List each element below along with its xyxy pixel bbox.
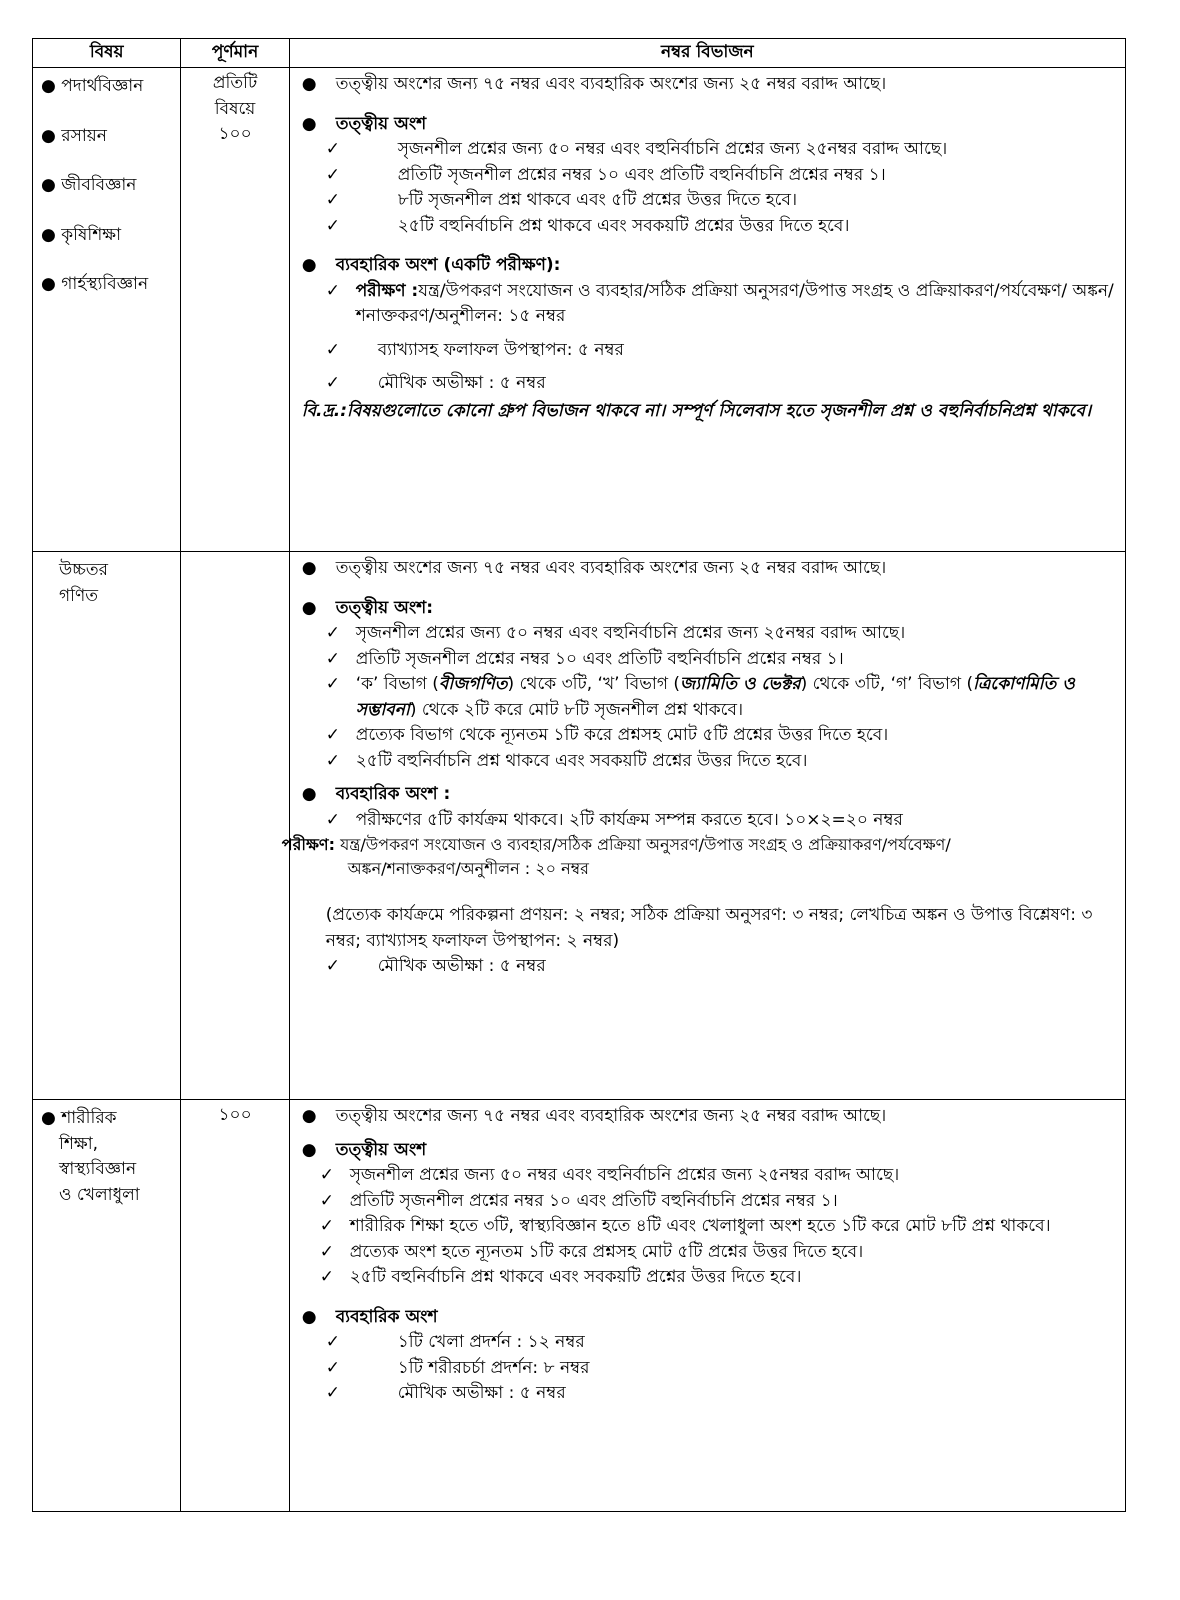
bullet-icon: ● bbox=[301, 113, 317, 134]
check-icon: ✓ bbox=[325, 750, 340, 771]
subject-name: উচ্চতর bbox=[59, 560, 108, 580]
item-text: ৮টি সৃজনশীল প্রশ্ন থাকবে এবং ৫টি প্রশ্নের উত্তর দিতে হবে। bbox=[397, 190, 798, 210]
bullet-icon: ● bbox=[41, 274, 56, 294]
subject-item bbox=[41, 124, 176, 150]
heading-text: তত্ত্বীয় অংশ bbox=[335, 113, 427, 134]
item-text: প্রত্যেক বিভাগ থেকে ন্যূনতম ১টি করে প্রশ্নসহ মোট ৫টি প্রশ্নের উত্তর দিতে হবে। bbox=[355, 725, 889, 745]
intro-line bbox=[302, 72, 1117, 98]
list-item bbox=[302, 338, 1117, 364]
subject-name: কৃষিশিক্ষা bbox=[61, 224, 122, 245]
item-text: মৌখিক অভীক্ষা : ৫ নম্বর bbox=[377, 956, 546, 976]
header-row bbox=[33, 39, 1126, 68]
bullet-icon: ● bbox=[301, 1306, 317, 1327]
section-name: ত্রিকোণমিতি ও সম্ভাবনা bbox=[355, 674, 1075, 720]
section-text: ‘ক’ বিভাগ ( bbox=[355, 674, 439, 694]
practical-heading bbox=[302, 782, 1117, 808]
subject-item bbox=[41, 74, 176, 100]
check-icon: ✓ bbox=[325, 1383, 340, 1403]
subject-cell bbox=[33, 68, 181, 552]
distribution-cell bbox=[289, 1100, 1125, 1512]
check-icon: ✓ bbox=[325, 809, 340, 830]
item-text: সৃজনশীল প্রশ্নের জন্য ৫০ নম্বর এবং বহুনির্বাচনি প্রশ্নের জন্য ২৫নম্বর বরাদ্দ আছে। bbox=[349, 1165, 900, 1185]
item-text: ব্যাখ্যাসহ ফলাফল উপস্থাপন: ৫ নম্বর bbox=[377, 339, 624, 360]
list-item bbox=[302, 371, 1117, 397]
check-icon: ✓ bbox=[319, 1267, 334, 1287]
list-item bbox=[302, 1214, 1117, 1240]
item-text: সৃজনশীল প্রশ্নের জন্য ৫০ নম্বর এবং বহুনির্বাচনি প্রশ্নের জন্য ২৫নম্বর বরাদ্দ আছে। bbox=[355, 623, 906, 643]
heading-text: ব্যবহারিক অংশ bbox=[335, 1306, 438, 1327]
list-item bbox=[302, 749, 1117, 775]
section-text: ) থেকে ২টি করে মোট ৮টি সৃজনশীল প্রশ্ন থাকবে। bbox=[409, 699, 744, 720]
item-text: মৌখিক অভীক্ষা : ৫ নম্বর bbox=[397, 1383, 566, 1403]
bullet-icon: ● bbox=[41, 224, 56, 245]
heading-text: ব্যবহারিক অংশ (একটি পরীক্ষণ): bbox=[335, 255, 561, 275]
subject-name: ও খেলাধুলা bbox=[59, 1184, 140, 1205]
intro-text: তত্ত্বীয় অংশের জন্য ৭৫ নম্বর এবং ব্যবহারিক অংশের জন্য ২৫ নম্বর বরাদ্দ আছে। bbox=[335, 74, 887, 94]
subject-name: গার্হস্থ্যবিজ্ঞান bbox=[61, 274, 149, 294]
table-row bbox=[33, 68, 1126, 552]
breakdown-text: (প্রত্যেক কার্যক্রমে পরিকল্পনা প্রণয়ন: ২ নম্বর; সঠিক প্রক্রিয়া অনুসরণ: ৩ নম্বর; লেখচিত্র অঙ্কন ও উপাত্ত বিশ্লেষণ: ৩ নম্বর; ব্যাখ্যাসহ ফলাফল উপস্থাপন: ২ নম্বর) bbox=[325, 905, 1093, 951]
subject-item bbox=[41, 223, 176, 249]
subject-item bbox=[41, 173, 176, 199]
check-icon: ✓ bbox=[325, 339, 340, 360]
check-icon: ✓ bbox=[325, 373, 340, 393]
check-icon: ✓ bbox=[325, 139, 340, 159]
check-icon: ✓ bbox=[319, 1190, 334, 1211]
subject-cell bbox=[33, 552, 181, 1100]
item-text: প্রতিটি সৃজনশীল প্রশ্নের নম্বর ১০ এবং প্রতিটি বহুনির্বাচনি প্রশ্নের নম্বর ১। bbox=[355, 648, 844, 669]
list-item bbox=[302, 1381, 1117, 1407]
exam-line bbox=[282, 833, 1117, 857]
subject-name: স্বাস্থ্যবিজ্ঞান bbox=[59, 1159, 137, 1179]
check-icon: ✓ bbox=[325, 280, 340, 301]
check-icon: ✓ bbox=[325, 215, 340, 236]
distribution-cell bbox=[281, 552, 1125, 1100]
check-icon: ✓ bbox=[325, 725, 340, 745]
item-text: পরীক্ষণের ৫টি কার্যক্রম থাকবে। ২টি কার্যক্রম সম্পন্ন করতে হবে। ১০×২=২০ নম্বর bbox=[355, 809, 903, 830]
item-text bbox=[356, 672, 1117, 723]
theory-heading bbox=[302, 596, 1117, 622]
section-text: ) থেকে ৩টি, ‘গ’ বিভাগ ( bbox=[800, 674, 974, 694]
list-item bbox=[302, 723, 1117, 749]
bullet-icon: ● bbox=[301, 255, 317, 275]
marks-distribution-table bbox=[32, 38, 1126, 1512]
list-item bbox=[302, 954, 1117, 980]
section-name: জ্যামিতি ও ভেক্টর bbox=[680, 674, 801, 694]
item-text: শারীরিক শিক্ষা হতে ৩টি, স্বাস্থ্যবিজ্ঞান হতে ৪টি এবং খেলাধুলা অংশ হতে ১টি করে মোট ৮টি প্রশ্ন থাকবে। bbox=[349, 1216, 1051, 1236]
bullet-icon: ● bbox=[301, 784, 317, 804]
bullet-icon: ● bbox=[41, 125, 56, 146]
syllabus-page bbox=[32, 38, 1126, 1512]
bullet-icon: ● bbox=[41, 175, 56, 195]
subject-item bbox=[41, 1106, 176, 1132]
item-text: ২৫টি বহুনির্বাচনি প্রশ্ন থাকবে এবং সবকয়টি প্রশ্নের উত্তর দিতে হবে। bbox=[355, 750, 808, 771]
marks-line: ১০০ bbox=[218, 124, 252, 144]
marks-line: প্রতিটি bbox=[212, 73, 258, 93]
full-marks-cell bbox=[181, 552, 289, 1100]
item-text: সৃজনশীল প্রশ্নের জন্য ৫০ নম্বর এবং বহুনির্বাচনি প্রশ্নের জন্য ২৫নম্বর বরাদ্দ আছে। bbox=[397, 139, 948, 159]
subject-name: শারীরিক bbox=[61, 1108, 117, 1128]
check-icon: ✓ bbox=[325, 1332, 340, 1352]
subject-item bbox=[41, 272, 176, 298]
list-item bbox=[302, 1189, 1117, 1215]
check-icon: ✓ bbox=[325, 674, 340, 694]
header-subject: বিষয় bbox=[33, 39, 181, 68]
item-text: ২৫টি বহুনির্বাচনি প্রশ্ন থাকবে এবং সবকয়টি প্রশ্নের উত্তর দিতে হবে। bbox=[397, 215, 850, 236]
subject-name: গণিত bbox=[59, 585, 99, 606]
list-item bbox=[302, 137, 1117, 163]
exam-label: পরীক্ষণ : bbox=[355, 280, 419, 301]
table-row bbox=[33, 1100, 1126, 1512]
intro-line bbox=[302, 556, 1117, 582]
marks-line: বিষয়ে bbox=[214, 98, 256, 119]
full-marks-cell bbox=[181, 68, 289, 552]
item-text: ২৫টি বহুনির্বাচনি প্রশ্ন থাকবে এবং সবকয়টি প্রশ্নের উত্তর দিতে হবে। bbox=[349, 1267, 802, 1287]
check-icon: ✓ bbox=[319, 1241, 334, 1262]
exam-line-cont: অঙ্কন/শনাক্তকরণ/অনুশীলন : ২০ নম্বর bbox=[347, 859, 589, 878]
item-text: ১টি শরীরচর্চা প্রদর্শন: ৮ নম্বর bbox=[397, 1357, 590, 1378]
bullet-icon: ● bbox=[41, 76, 56, 96]
table-row bbox=[33, 552, 1126, 1100]
exam-label: পরীক্ষণ: bbox=[281, 835, 335, 854]
exam-text: যন্ত্র/উপকরণ সংযোজন ও ব্যবহার/সঠিক প্রক্রিয়া অনুসরণ/উপাত্ত সংগ্রহ ও প্রক্রিয়াকরণ/পর্যবেক্ষণ/ bbox=[340, 835, 951, 854]
check-icon: ✓ bbox=[325, 190, 340, 210]
list-item bbox=[302, 1356, 1117, 1382]
intro-line bbox=[302, 1104, 1117, 1130]
heading-text: ব্যবহারিক অংশ : bbox=[335, 784, 451, 804]
bullet-icon: ● bbox=[301, 597, 317, 618]
header-full-marks: পূর্ণমান bbox=[181, 39, 289, 68]
list-item bbox=[302, 188, 1117, 214]
list-item bbox=[302, 1265, 1117, 1291]
distribution-cell bbox=[289, 68, 1125, 552]
subject-name: রসায়ন bbox=[61, 125, 107, 146]
section-text: ) থেকে ৩টি, ‘খ’ বিভাগ ( bbox=[507, 674, 681, 694]
bullet-icon: ● bbox=[301, 558, 317, 578]
header-distribution: নম্বর বিভাজন bbox=[289, 39, 1125, 68]
list-item bbox=[302, 279, 1117, 330]
intro-text: তত্ত্বীয় অংশের জন্য ৭৫ নম্বর এবং ব্যবহারিক অংশের জন্য ২৫ নম্বর বরাদ্দ আছে। bbox=[335, 1106, 887, 1126]
item-text: মৌখিক অভীক্ষা : ৫ নম্বর bbox=[377, 373, 546, 393]
marks-line: ১০০ bbox=[218, 1105, 252, 1125]
check-icon: ✓ bbox=[319, 1165, 334, 1185]
list-item bbox=[302, 621, 1117, 647]
check-icon: ✓ bbox=[325, 956, 340, 976]
practical-heading bbox=[302, 1305, 1117, 1331]
note-text: বি.দ্র.:বিষয়গুলোতে কোনো গ্রুপ বিভাজন থাকবে না। সম্পূর্ণ সিলেবাস হতে সৃজনশীল প্রশ্ন ও বহুনির্বাচনিপ্রশ্ন থাকবে। bbox=[301, 400, 1092, 421]
list-item bbox=[302, 808, 1117, 834]
theory-heading bbox=[302, 1138, 1117, 1164]
list-item bbox=[302, 214, 1117, 240]
item-text: ১টি খেলা প্রদর্শন : ১২ নম্বর bbox=[397, 1332, 585, 1352]
check-icon: ✓ bbox=[325, 1357, 340, 1378]
list-item bbox=[302, 1240, 1117, 1266]
heading-text: তত্ত্বীয় অংশ bbox=[335, 1139, 427, 1160]
section-name: বীজগণিত bbox=[438, 674, 508, 694]
bullet-icon: ● bbox=[301, 1106, 317, 1126]
subject-name: জীববিজ্ঞান bbox=[61, 175, 137, 195]
list-item bbox=[302, 1330, 1117, 1356]
bullet-icon: ● bbox=[301, 1139, 317, 1160]
item-text: প্রতিটি সৃজনশীল প্রশ্নের নম্বর ১০ এবং প্রতিটি বহুনির্বাচনি প্রশ্নের নম্বর ১। bbox=[397, 164, 886, 185]
item-text: প্রতিটি সৃজনশীল প্রশ্নের নম্বর ১০ এবং প্রতিটি বহুনির্বাচনি প্রশ্নের নম্বর ১। bbox=[349, 1190, 838, 1211]
check-icon: ✓ bbox=[325, 623, 340, 643]
list-item bbox=[302, 672, 1117, 723]
item-text: যন্ত্র/উপকরণ সংযোজন ও ব্যবহার/সঠিক প্রক্রিয়া অনুসরণ/উপাত্ত সংগ্রহ ও প্রক্রিয়াকরণ/পর্যবেক্ষণ/ অঙ্কন/শনাক্তকরণ/অনুশীলন: ১৫ নম্বর bbox=[355, 280, 1114, 326]
subject-cell bbox=[33, 1100, 181, 1512]
list-item bbox=[302, 163, 1117, 189]
theory-heading bbox=[302, 112, 1117, 138]
subject-name: শিক্ষা, bbox=[59, 1133, 99, 1154]
check-icon: ✓ bbox=[319, 1216, 334, 1236]
item-text: প্রত্যেক অংশ হতে ন্যূনতম ১টি করে প্রশ্নসহ মোট ৫টি প্রশ্নের উত্তর দিতে হবে। bbox=[349, 1241, 864, 1262]
practical-heading bbox=[302, 253, 1117, 279]
check-icon: ✓ bbox=[325, 164, 340, 185]
subject-name: পদার্থবিজ্ঞান bbox=[61, 76, 144, 96]
bullet-icon: ● bbox=[301, 74, 317, 94]
intro-text: তত্ত্বীয় অংশের জন্য ৭৫ নম্বর এবং ব্যবহারিক অংশের জন্য ২৫ নম্বর বরাদ্দ আছে। bbox=[335, 558, 887, 578]
check-icon: ✓ bbox=[325, 648, 340, 669]
heading-text: তত্ত্বীয় অংশ: bbox=[335, 597, 433, 618]
bullet-icon: ● bbox=[41, 1108, 56, 1128]
list-item bbox=[302, 1163, 1117, 1189]
full-marks-cell bbox=[181, 1100, 289, 1512]
list-item bbox=[302, 647, 1117, 673]
